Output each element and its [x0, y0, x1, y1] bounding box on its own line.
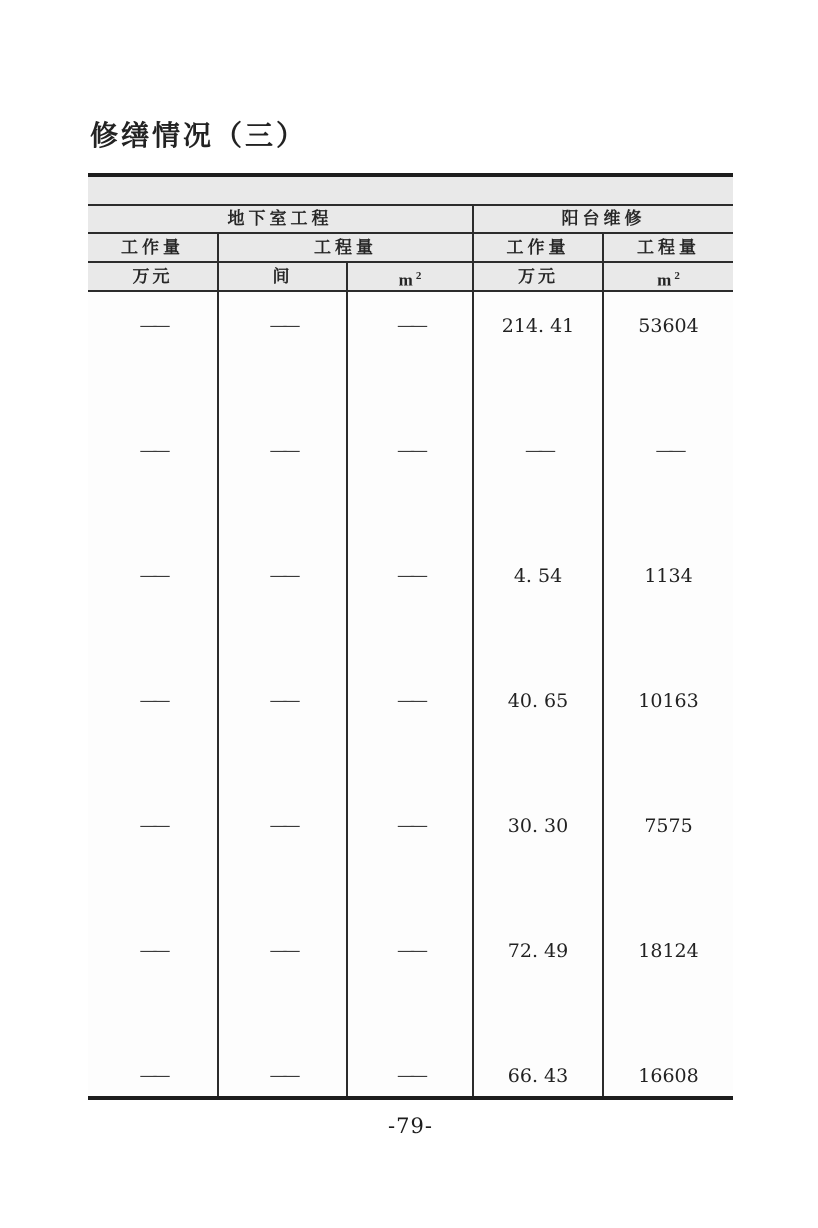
- table-cell: 7575: [602, 792, 733, 917]
- unit-wanyuan-1: [88, 263, 217, 290]
- header-basement-quantity: 工程量: [217, 234, 472, 261]
- table-cell: 53604: [602, 292, 733, 417]
- table-cell: ——: [217, 1042, 346, 1096]
- table-cell: ——: [346, 542, 472, 667]
- table-row: [88, 292, 733, 417]
- unit-label: m: [657, 270, 675, 290]
- unit-label: 万元: [132, 267, 173, 286]
- unit-label: 万元: [518, 267, 558, 286]
- table-cell: ——: [602, 417, 733, 542]
- table-cell: 66. 43: [472, 1042, 602, 1096]
- table-cell: ——: [346, 417, 472, 542]
- table-cell: 72. 49: [472, 917, 602, 1042]
- sub-header-row: [88, 234, 733, 263]
- table-row: [88, 792, 733, 917]
- table-data-area: [88, 292, 733, 1096]
- page-title: 修缮情况（三）: [90, 121, 308, 152]
- unit-m2-2: [602, 263, 733, 290]
- table-row: [88, 1042, 733, 1096]
- header-balcony-group: 阳台维修: [472, 206, 733, 232]
- table-cell: ——: [139, 440, 166, 461]
- table-cell: 214. 41: [472, 292, 602, 417]
- table-cell: ——: [139, 565, 166, 586]
- table-row: [88, 417, 733, 542]
- unit-superscript: 2: [415, 270, 422, 282]
- table-cell: ——: [346, 792, 472, 917]
- table-cell: 16608: [602, 1042, 733, 1096]
- table-cell: 30. 30: [472, 792, 602, 917]
- unit-superscript: 2: [674, 270, 680, 282]
- table-blank-band: [88, 177, 733, 206]
- table-cell: ——: [217, 292, 346, 417]
- unit-m2-1: [346, 263, 472, 290]
- table-cell: ——: [346, 667, 472, 792]
- table-cell: ——: [217, 417, 346, 542]
- header-balcony-workload: 工作量: [472, 234, 602, 261]
- table-row: [88, 667, 733, 792]
- table-cell: 4. 54: [472, 542, 602, 667]
- table-cell: ——: [139, 815, 166, 836]
- table-cell: ——: [217, 917, 346, 1042]
- table-bottom-border: [88, 1096, 733, 1100]
- unit-label: m: [398, 270, 416, 290]
- table-cell: ——: [472, 417, 602, 542]
- table-cell: ——: [217, 542, 346, 667]
- table-cell: ——: [139, 1065, 166, 1086]
- table-row: [88, 917, 733, 1042]
- table-cell: 10163: [602, 667, 733, 792]
- repair-table: [88, 173, 733, 1100]
- table-cell: ——: [217, 667, 346, 792]
- table-cell: ——: [139, 315, 166, 336]
- table-cell: 1134: [602, 542, 733, 667]
- header-basement-workload: 工作量: [121, 238, 184, 257]
- table-cell: ——: [346, 292, 472, 417]
- table-cell: 18124: [602, 917, 733, 1042]
- unit-header-row: [88, 263, 733, 292]
- unit-label: 间: [272, 267, 293, 286]
- table-cell: ——: [346, 1042, 472, 1096]
- table-cell: ——: [139, 940, 166, 961]
- header-basement-group: 地下室工程: [227, 209, 333, 228]
- unit-jian: [217, 263, 346, 290]
- table-row: [88, 542, 733, 667]
- table-cell: ——: [346, 917, 472, 1042]
- table-cell: 40. 65: [472, 667, 602, 792]
- table-cell: ——: [139, 690, 166, 711]
- table-cell: ——: [217, 792, 346, 917]
- group-header-row: [88, 206, 733, 234]
- page-number: -79-: [388, 1114, 433, 1138]
- unit-wanyuan-2: [472, 263, 602, 290]
- header-balcony-quantity: 工程量: [602, 234, 733, 261]
